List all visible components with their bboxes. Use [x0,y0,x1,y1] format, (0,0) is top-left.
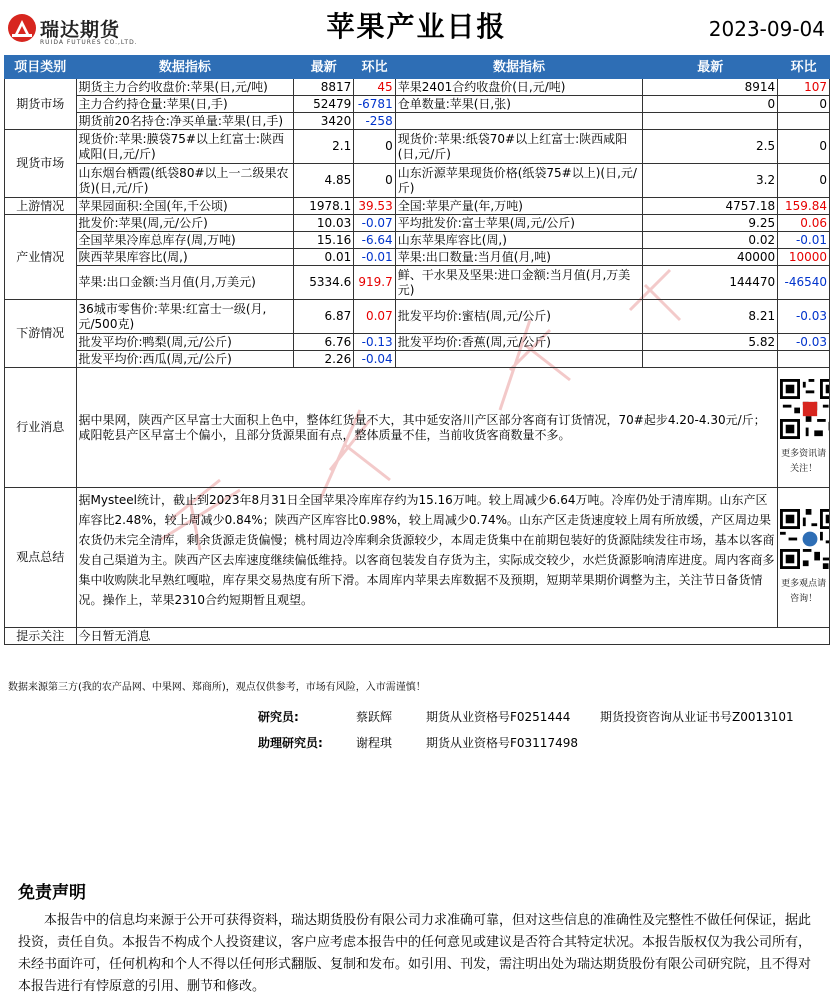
table-row [5,79,830,96]
report-date: 2023-09-04 [708,17,825,41]
table-row [5,266,830,300]
latest-cell: 15.16 [294,232,354,249]
latest-cell: 10.03 [294,215,354,232]
indicator-cell: 苹果:出口数量:当月值(月,吨) [395,249,643,266]
change-cell [778,351,830,368]
category-downstream: 下游情况 [5,300,77,368]
latest-cell: 5.82 [643,334,778,351]
indicator-cell: 苹果园面积:全国(年,千公顷) [76,198,294,215]
indicator-cell: 期货前20名持仓:净买单量:苹果(日,手) [76,113,294,130]
category-notice: 提示关注 [5,628,77,645]
col-latest: 最新 [294,56,354,79]
category-upstream: 上游情况 [5,198,77,215]
change-cell: -0.07 [354,215,395,232]
latest-cell: 6.76 [294,334,354,351]
indicator-cell: 批发平均价:香蕉(周,元/公斤) [395,334,643,351]
indicator-cell: 平均批发价:富士苹果(周,元/公斤) [395,215,643,232]
indicator-cell: 批发价:苹果(周,元/公斤) [76,215,294,232]
table-row [5,215,830,232]
latest-cell: 52479 [294,96,354,113]
change-cell: -0.03 [778,334,830,351]
latest-cell: 1978.1 [294,198,354,215]
news-row [5,368,830,488]
category-summary: 观点总结 [5,488,77,628]
latest-cell: 0.02 [643,232,778,249]
category-spot: 现货市场 [5,130,77,198]
table-row [5,300,830,334]
change-cell: 45 [354,79,395,96]
change-cell [778,113,830,130]
indicator-cell: 山东苹果库容比(周,) [395,232,643,249]
latest-cell: 8914 [643,79,778,96]
category-news: 行业消息 [5,368,77,488]
table-row [5,130,830,164]
indicator-cell: 山东烟台栖霞(纸袋80#以上一二级果农货)(日,元/斤) [76,164,294,198]
latest-cell: 0.01 [294,249,354,266]
change-cell: 107 [778,79,830,96]
analyst-name: 蔡跃辉 [356,710,393,724]
change-cell: -6781 [354,96,395,113]
table-row [5,164,830,198]
disclaimer-text: 本报告中的信息均来源于公开可获得资料，瑞达期货股份有限公司力求准确可靠，但对这些信息的准确性及完整性不做任何保证，据此投资，责任自负。本报告不构成个人投资建议，客户应考虑本报告中的任何意见或建议是否符合其特定状况。本报告版权仅为我公司所有，未经书面许可，任何机构和个人不得以任何形式翻版、复制和发布。如引用、刊发，需注明出处为瑞达期货股份有限公司研究院，且不得对本报告进行有悖原意的引用、删节和修改。 [18,913,812,994]
latest-cell: 8817 [294,79,354,96]
change-cell: -0.01 [778,232,830,249]
source-note: 数据来源第三方(我的农产品网、中果网、郑商所)，观点仅供参考，市场有风险，入市需谨慎！ [8,682,426,693]
change-cell: 0 [778,164,830,198]
change-cell: 0 [778,96,830,113]
notice-text: 今日暂无消息 [76,628,830,645]
indicator-cell: 批发平均价:西瓜(周,元/公斤) [76,351,294,368]
indicator-cell: 期货主力合约收盘价:苹果(日,元/吨) [76,79,294,96]
indicator-cell: 主力合约持仓量:苹果(日,手) [76,96,294,113]
table-row [5,96,830,113]
latest-cell: 2.26 [294,351,354,368]
summary-row [5,488,830,628]
indicator-cell: 仓单数量:苹果(日,张) [395,96,643,113]
qr-code-icon [780,509,829,569]
table-row [5,249,830,266]
change-cell: 159.84 [778,198,830,215]
indicator-cell: 全国苹果冷库总库存(周,万吨) [76,232,294,249]
table-row [5,351,830,368]
summary-text-body: 据Mysteel统计，截止到2023年8月31日全国苹果冷库库存约为15.16万吨。较上周减少6.64万吨。冷库仍处于清库期。山东产区库容比2.48%，较上周减少0.84%；陕西产区库容比0.98%，较上周减少0.74%。山东产区走货速度较上周有所放缓，产区周边果农货仍未完全清库，剩余货源走货偏慢；桃村周边冷库剩余货源较少，本周走货集中在前期包装好的货源陆续发往市场，基本以客商发自己渠道为主。陕西产区去库速度继续偏低维持。以客商包装发自存货为主，实际成交较少，水烂货源影响清库进度。周内客商多集中收购陕北早熟红嘎啦，库存果交易热度有所下滑。本周库内苹果去库数据不及预期，短期苹果期价调整为主，关注节日备货情况。操作上，苹果2310合约短期暂且观望。 [78,493,775,607]
latest-cell: 9.25 [643,215,778,232]
assistant-name: 谢程琪 [356,736,393,750]
indicator-cell: 陕西苹果库容比(周,) [76,249,294,266]
indicator-cell: 现货价:苹果:膜袋75#以上红富士:陕西咸阳(日,元/斤) [76,130,294,164]
change-cell: -0.04 [354,351,395,368]
category-industry: 产业情况 [5,215,77,300]
change-cell: -6.64 [354,232,395,249]
assistant-label: 助理研究员: [258,736,323,750]
latest-cell: 3.2 [643,164,778,198]
change-cell: 0 [354,164,395,198]
indicator-cell: 苹果2401合约收盘价(日,元/吨) [395,79,643,96]
table-row [5,232,830,249]
indicator-cell: 批发平均价:蜜桔(周,元/公斤) [395,300,643,334]
change-cell: -0.03 [778,300,830,334]
report-title: 苹果产业日报 [326,10,507,43]
analyst-qualification: 期货从业资格号F0251444 [426,710,571,724]
col-latest-2: 最新 [643,56,778,79]
change-cell: -258 [354,113,395,130]
analyst-label: 研究员: [258,710,299,724]
change-cell: 0.06 [778,215,830,232]
change-cell: 0 [354,130,395,164]
latest-cell [643,351,778,368]
table-row [5,334,830,351]
news-qr-cell [778,368,830,488]
latest-cell: 2.5 [643,130,778,164]
summary-qr-caption: 更多观点请咨询！ [781,578,827,604]
change-cell: 39.53 [354,198,395,215]
col-change-2: 环比 [778,56,830,79]
latest-cell: 144470 [643,266,778,300]
indicator-cell: 批发平均价:鸭梨(周,元/公斤) [76,334,294,351]
change-cell: -0.13 [354,334,395,351]
news-text [76,368,778,488]
latest-cell: 4757.18 [643,198,778,215]
disclaimer-title: 免责声明 [18,883,86,903]
indicator-cell: 全国:苹果产量(年,万吨) [395,198,643,215]
logo-text-cn: 瑞达期货 [40,19,121,41]
latest-cell: 2.1 [294,130,354,164]
change-cell: -46540 [778,266,830,300]
latest-cell: 40000 [643,249,778,266]
news-qr-caption: 更多资讯请关注！ [781,448,827,474]
change-cell: 0 [778,130,830,164]
indicator-cell: 苹果:出口金额:当月值(月,万美元) [76,266,294,300]
latest-cell: 3420 [294,113,354,130]
latest-cell: 0 [643,96,778,113]
change-cell: 10000 [778,249,830,266]
notice-row [5,628,830,645]
indicator-cell: 鲜、干水果及坚果:进口金额:当月值(月,万美元) [395,266,643,300]
analyst-certificate: 期货投资咨询从业证书号Z0013101 [600,710,794,724]
summary-qr-cell [778,488,830,628]
change-cell: 0.07 [354,300,395,334]
indicator-cell: 山东沂源苹果现货价格(纸袋75#以上)(日,元/斤) [395,164,643,198]
latest-cell: 8.21 [643,300,778,334]
latest-cell [643,113,778,130]
latest-cell: 4.85 [294,164,354,198]
summary-text [76,488,778,628]
table-row [5,198,830,215]
indicator-cell [395,351,643,368]
latest-cell: 6.87 [294,300,354,334]
col-change: 环比 [354,56,395,79]
col-indicator-2: 数据指标 [395,56,643,79]
col-category: 项目类别 [5,56,77,79]
assistant-qualification: 期货从业资格号F03117498 [426,736,578,750]
category-futures: 期货市场 [5,79,77,130]
change-cell: -0.01 [354,249,395,266]
qr-code-icon [780,379,829,439]
report-header [0,0,833,52]
data-table [4,55,830,645]
indicator-cell: 现货价:苹果:纸袋70#以上红富士:陕西咸阳(日,元/斤) [395,130,643,164]
indicator-cell: 36城市零售价:苹果:红富士一级(月,元/500克) [76,300,294,334]
latest-cell: 5334.6 [294,266,354,300]
col-indicator: 数据指标 [76,56,294,79]
table-header-row [5,56,830,79]
table-row [5,113,830,130]
news-text-body: 据中果网，陕西产区早富士大面积上色中，整体红货量不大，其中延安洛川产区部分客商有订货情况，70#起步4.20-4.30元/斤；咸阳乾县产区早富士个偏小，且部分货源果面有点，整体质量不佳，当前收货客商数量不多。 [78,412,766,442]
logo-text-en: RUIDA FUTURES CO.,LTD. [40,39,138,46]
indicator-cell [395,113,643,130]
change-cell: 919.7 [354,266,395,300]
